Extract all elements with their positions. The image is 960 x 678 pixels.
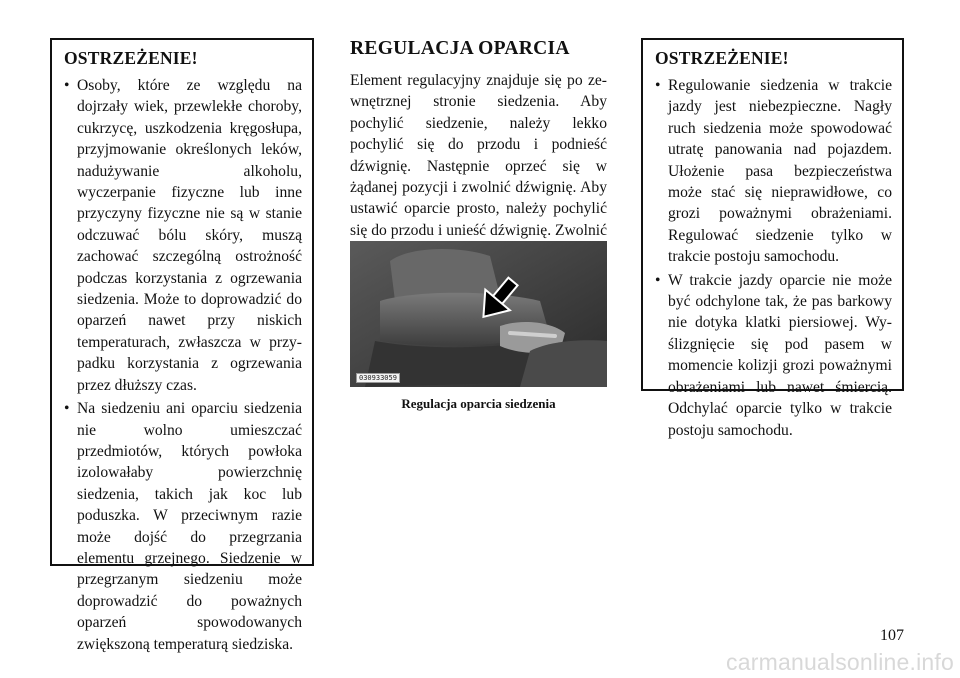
section-body: Element regulacyjny znajduje się po zewnętrznej stronie siedzenia. Aby pochylić siedzenie, należy lekko pochylić się do przodu i podnieść dźwignię. Następnie oprzeć się w żądanej pozycji i zwolnić dźwignię. Aby ustawić oparcie prosto, należy pochylić się do przodu i unieść dźwignię. Zwolnić — [350, 72, 607, 239]
figure-caption: Regulacja oparcia siedzenia — [401, 396, 556, 411]
seat-illustration — [350, 241, 607, 387]
warning-title: OSTRZEŻENIE! — [655, 48, 789, 68]
figure-code: 030933059 — [356, 373, 400, 383]
page-number: 107 — [880, 627, 904, 644]
warning-list — [655, 75, 892, 441]
warning-item: • W trakcie jazdy oparcie nie może być odchylone tak, że pas barkowy nie dotyka klatki piersiowej. Wyślizgnięcie się pod pasem w momencie kolizji grozi poważnymi obrażeniami lub nawet śmiercią. Odchylać oparcie tylko w trakcie postoju samochodu. — [655, 270, 892, 441]
warning-box-left — [50, 38, 314, 653]
warning-box-right — [641, 38, 904, 439]
warning-item: • Na siedzeniu ani oparciu siedzenia nie wolno umieszczać przedmiotów, których powłoka izolowałaby powierzchnię siedzenia, takich jak koc lub poduszka. W przeciwnym razie może dojść do przegrzania elementu grzejnego. Siedzenie w przegrzanym siedzeniu może doprowadzić do poważnych oparzeń spowodowanych zwiększoną temperaturą siedziska. — [64, 398, 302, 655]
watermark-text: carmanualsonline.info — [726, 649, 954, 675]
warning-title: OSTRZEŻENIE! — [64, 48, 198, 68]
warning-item: • Regulowanie siedzenia w trakcie jazdy jest niebezpieczne. Nagły ruch siedzenia może spowodować utratę panowania nad pojazdem. Ułożenie pasa bezpieczeństwa może stać się nieprawidłowe, co grozi poważnymi obrażeniami. Regulować siedzenie tylko w trakcie postoju samochodu. — [655, 75, 892, 268]
warning-item: • Osoby, które ze względu na dojrzały wiek, przewlekłe choroby, cukrzycę, uszkodzenia kręgosłupa, przyjmowanie określonych leków, nadużywanie alkoholu, wyczerpanie fizyczne lub inne przyczyny fizyczne nie są w stanie odczuwać bólu skóry, muszą zachować szczególną ostrożność podczas korzystania z ogrzewania siedzenia. Może to doprowadzić do oparzeń nawet przy niskich temperaturach, zwłaszcza w przypadku korzystania z ogrzewania przez dłuższy czas. — [64, 75, 302, 396]
seat-recline-lever-figure — [350, 241, 607, 387]
warning-list — [64, 75, 302, 655]
section-heading: REGULACJA OPARCIA — [350, 38, 570, 59]
